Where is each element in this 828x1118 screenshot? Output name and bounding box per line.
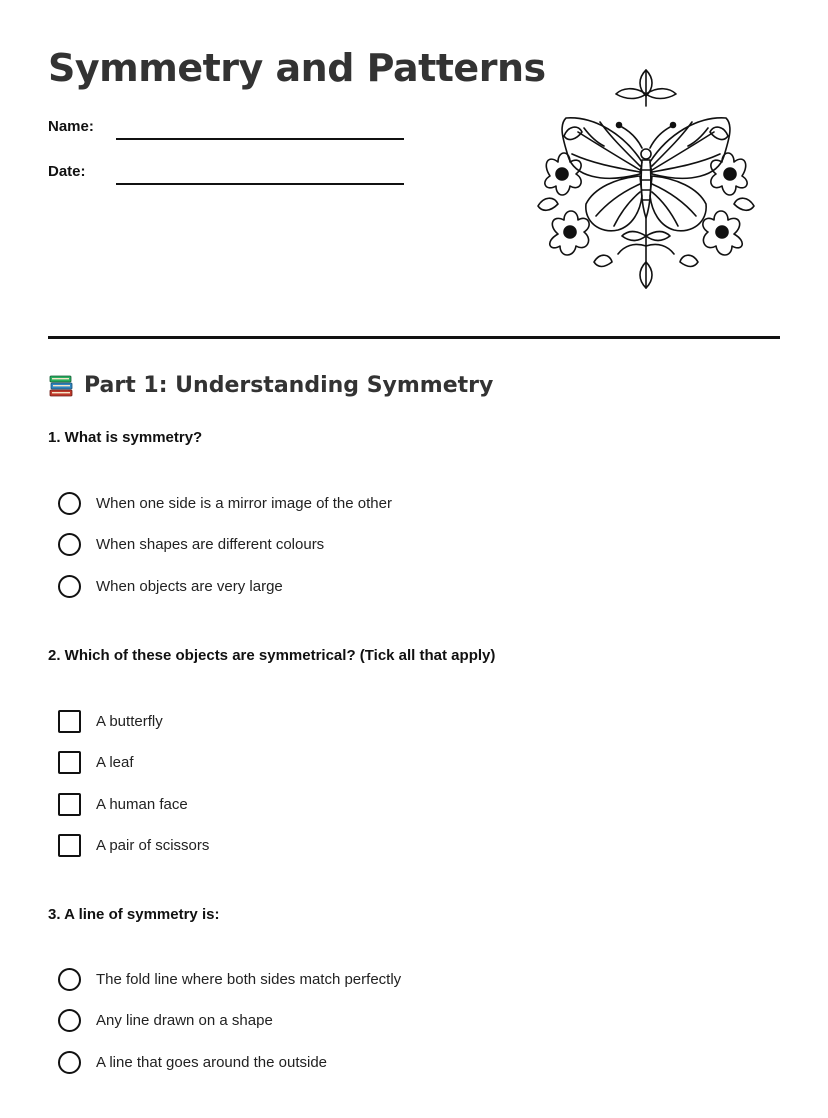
q3-option-2[interactable] xyxy=(58,1008,273,1032)
checkbox[interactable] xyxy=(58,710,81,733)
q2-option-1[interactable] xyxy=(58,709,163,733)
radio-button[interactable] xyxy=(58,492,81,515)
page-title: Symmetry and Patterns xyxy=(48,46,546,90)
radio-button[interactable] xyxy=(58,1051,81,1074)
name-field[interactable] xyxy=(116,138,404,140)
q2-option-2[interactable] xyxy=(58,750,134,774)
name-label: Name: xyxy=(48,118,94,135)
books-icon xyxy=(48,372,74,398)
option-label: When one side is a mirror image of the other xyxy=(96,494,392,512)
q1-option-1[interactable] xyxy=(58,491,392,515)
option-label: A butterfly xyxy=(96,712,163,730)
date-field[interactable] xyxy=(116,183,404,185)
option-label: A line that goes around the outside xyxy=(96,1053,328,1071)
option-label: When objects are very large xyxy=(96,577,283,595)
q3-option-3[interactable] xyxy=(58,1050,327,1074)
butterfly-illustration xyxy=(524,66,768,298)
checkbox[interactable] xyxy=(58,793,81,816)
section-heading-part-1 xyxy=(48,372,493,398)
option-label: The fold line where both sides match perfectly xyxy=(96,970,402,988)
q2-option-4[interactable] xyxy=(58,833,209,857)
checkbox[interactable] xyxy=(58,834,81,857)
q3-option-1[interactable] xyxy=(58,967,401,991)
radio-button[interactable] xyxy=(58,1009,81,1032)
checkbox[interactable] xyxy=(58,751,81,774)
q1-option-2[interactable] xyxy=(58,532,324,556)
section-divider xyxy=(48,336,780,339)
radio-button[interactable] xyxy=(58,575,81,598)
date-label: Date: xyxy=(48,163,86,180)
radio-button[interactable] xyxy=(58,968,81,991)
q1-option-3[interactable] xyxy=(58,574,283,598)
question-3: 3. A line of symmetry is: xyxy=(48,906,220,923)
option-label: Any line drawn on a shape xyxy=(96,1011,273,1029)
section-heading-text: Part 1: Understanding Symmetry xyxy=(84,372,494,398)
q2-option-3[interactable] xyxy=(58,792,188,816)
option-label: A human face xyxy=(96,795,188,813)
question-1: 1. What is symmetry? xyxy=(48,429,203,446)
radio-button[interactable] xyxy=(58,533,81,556)
question-2: 2. Which of these objects are symmetrical? (Tick all that apply) xyxy=(48,647,496,664)
option-label: When shapes are different colours xyxy=(96,535,325,553)
option-label: A leaf xyxy=(96,753,134,771)
option-label: A pair of scissors xyxy=(96,836,210,854)
